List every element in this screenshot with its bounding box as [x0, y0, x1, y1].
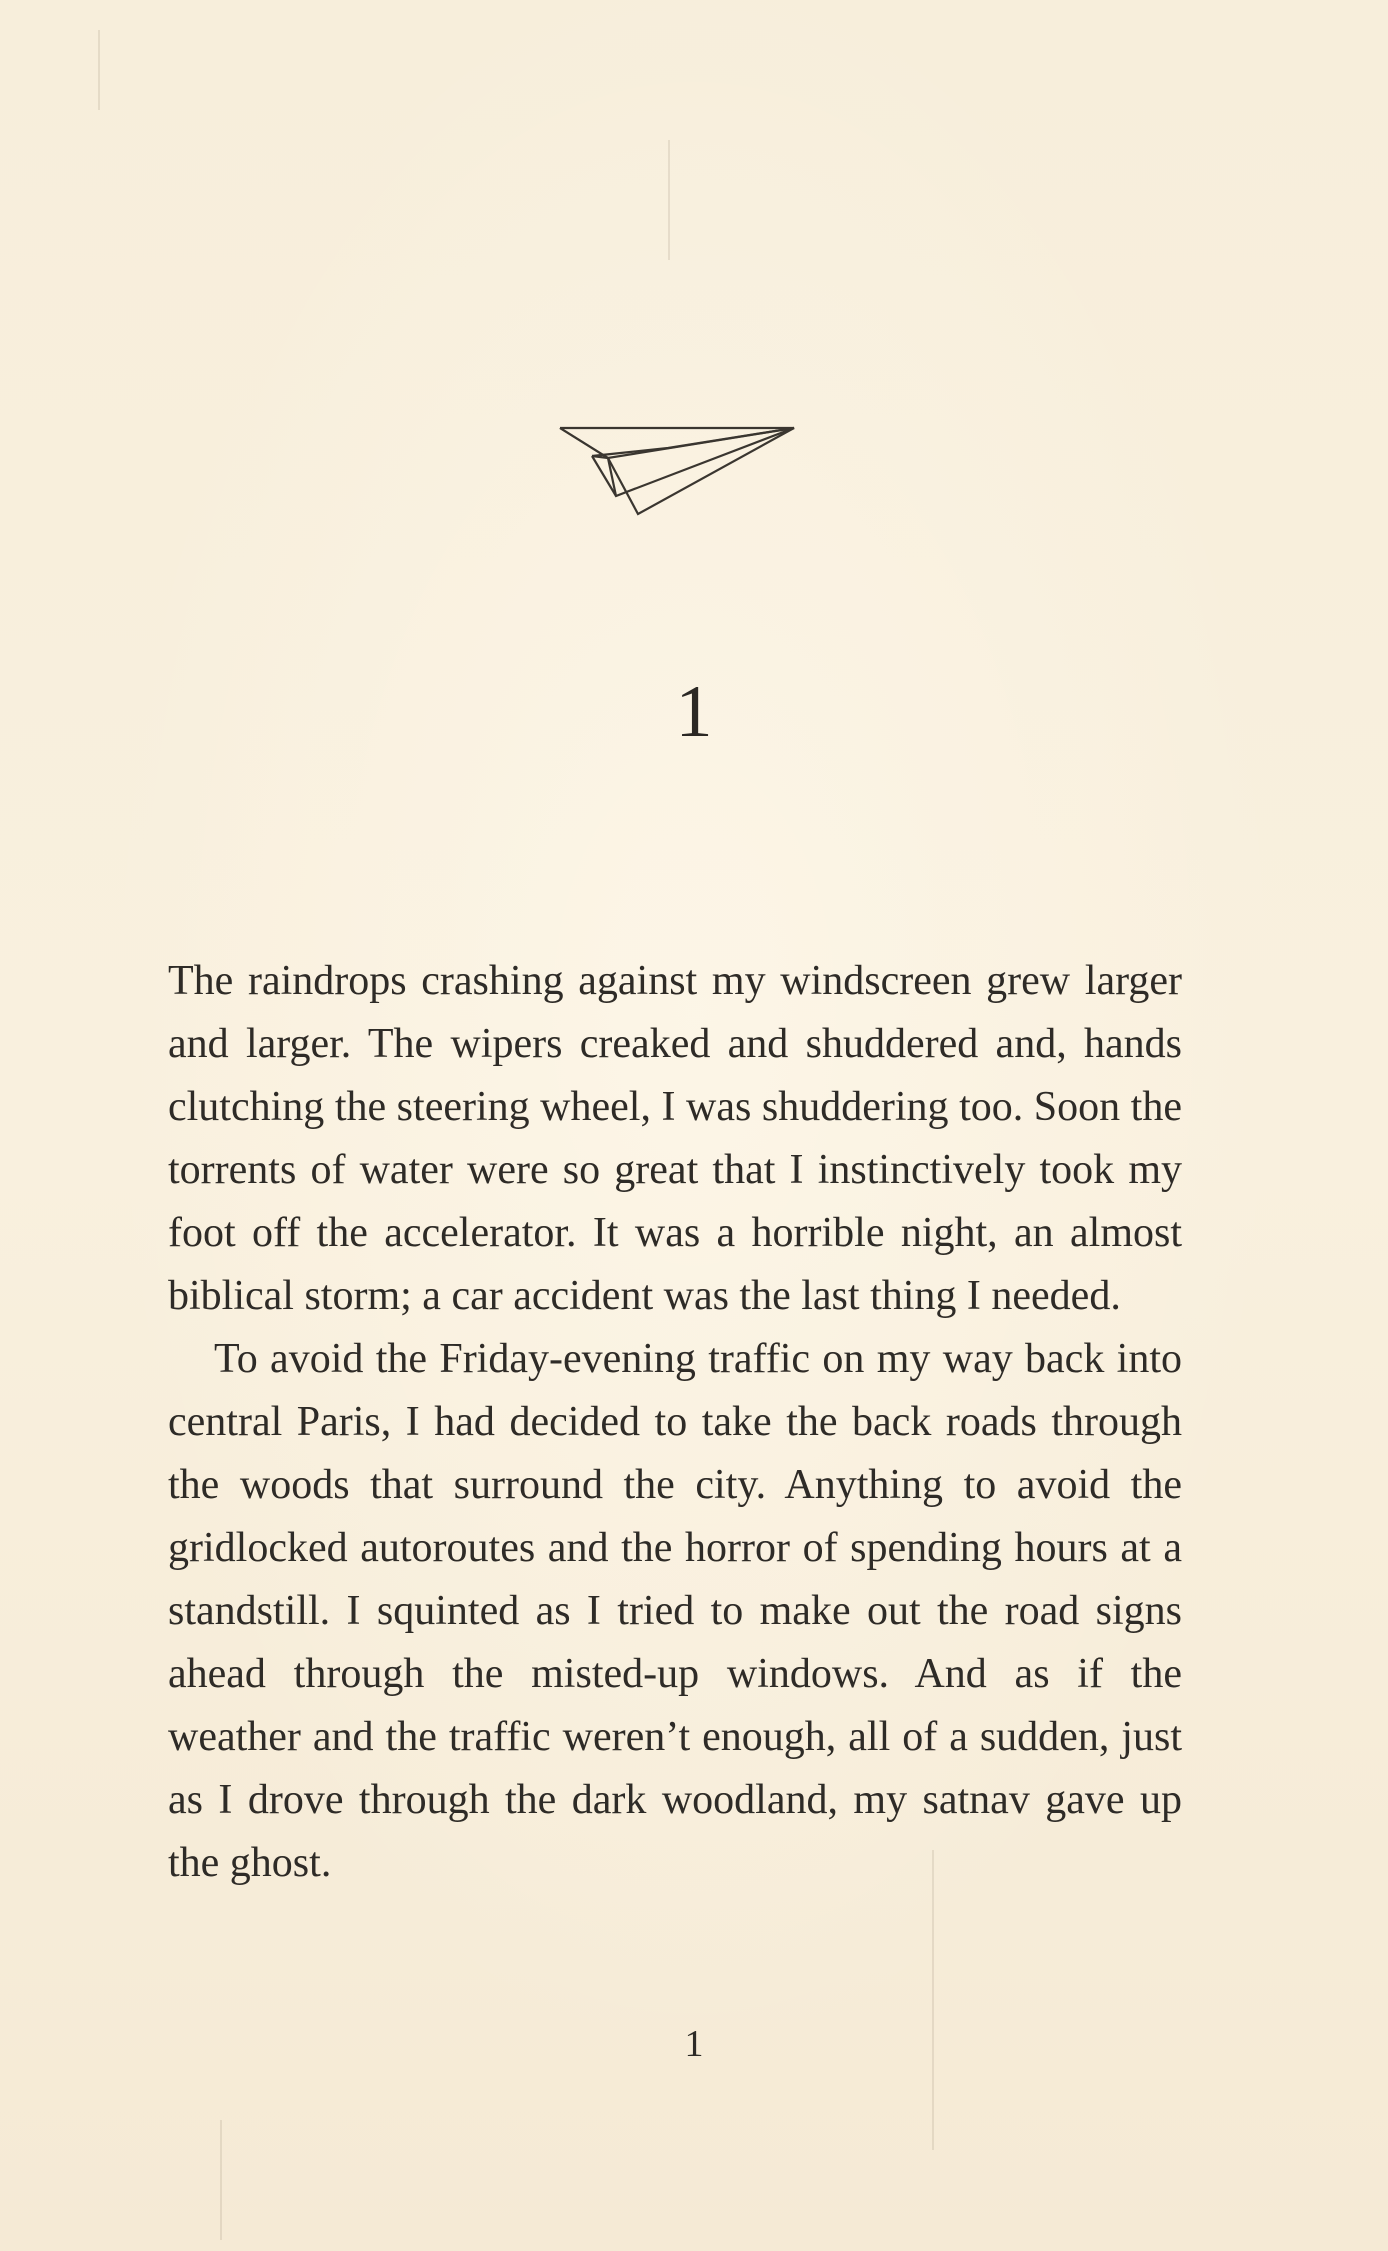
paper-plane-icon — [558, 418, 798, 518]
show-through-line — [932, 1850, 934, 2150]
show-through-line — [98, 30, 100, 110]
chapter-number: 1 — [675, 671, 713, 753]
page-number: 1 — [684, 2023, 704, 2065]
body-text — [168, 950, 1182, 1895]
show-through-line — [668, 140, 670, 260]
show-through-line — [220, 2120, 222, 2240]
paragraph: To avoid the Friday-evening traffic on my way back into central Paris, I had decided to take the back roads through the woods that surround the city. Anything to avoid the gridlocked autoroutes and the horror of spending hours at a standstill. I squinted as I tried to make out the road signs ahead through the misted-up windows. And as if the weather and the traffic weren’t enough, all of a sudden, just as I drove through the dark woodland, my satnav gave up the ghost. — [168, 1336, 1182, 1886]
paragraph: The raindrops crashing against my windscreen grew larger and larger. The wipers creaked and shuddered and, hands clutching the steering wheel, I was shuddering too. Soon the torrents of water were so great that I instinctively took my foot off the accelerator. It was a horrible night, an almost biblical storm; a car accident was the last thing I needed. — [168, 958, 1182, 1319]
